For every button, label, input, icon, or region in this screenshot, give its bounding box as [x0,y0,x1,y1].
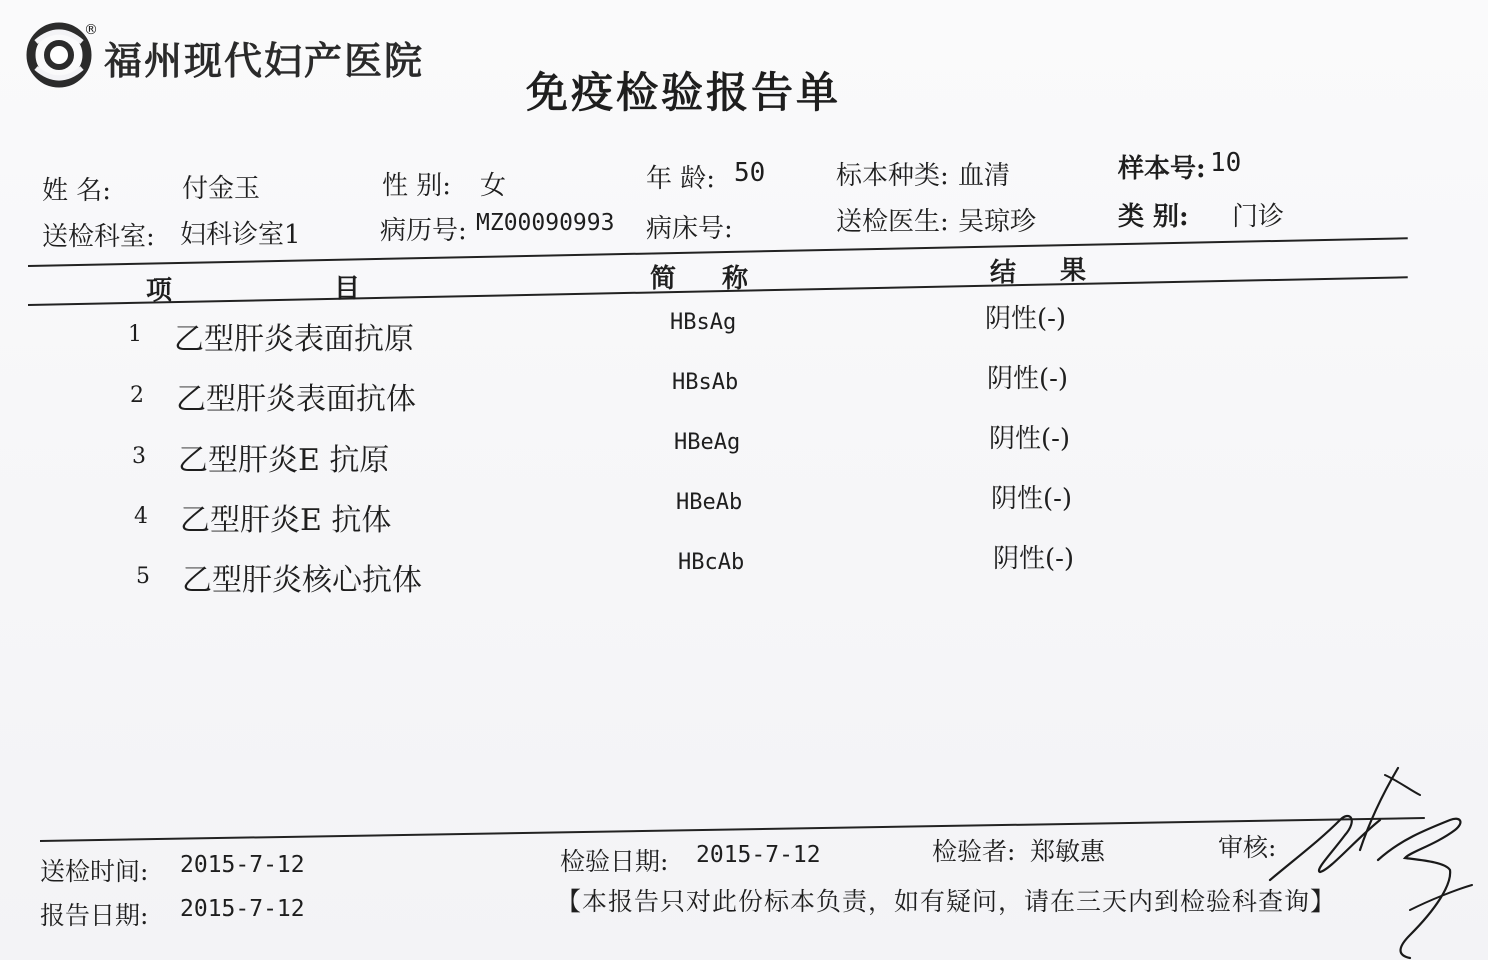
name-value: 付金玉 [182,174,261,204]
row-result: 阴性(-) [987,364,1069,394]
age-label: 年 龄: [646,164,716,194]
gender-value: 女 [480,171,507,201]
dept-label: 送检科室: [42,222,155,252]
category-label: 类 别: [1118,202,1189,232]
gender-label: 性 别: [382,171,452,201]
row-result: 阴性(-) [993,544,1075,574]
sample-no-value: 10 [1210,148,1242,178]
test-date-label: 检验日期: [560,847,669,876]
doctor-value: 吴琼珍 [958,207,1037,237]
row-abbreviation: HBsAg [670,310,737,335]
record-label: 病历号: [380,216,467,246]
reviewer-label: 审核: [1218,833,1277,862]
row-result: 阴性(-) [985,304,1067,334]
row-result: 阴性(-) [991,484,1073,514]
name-label: 姓 名: [42,176,112,206]
row-abbreviation: HBcAb [678,550,745,575]
record-value: MZ00090993 [476,210,615,236]
category-value: 门诊 [1232,202,1285,232]
row-abbreviation: HBeAg [674,430,741,455]
row-abbreviation: HBeAb [676,490,743,515]
submit-time-value: 2015-7-12 [180,852,305,878]
col-result-left: 结 [990,258,1017,288]
col-abbr-right: 称 [722,264,749,294]
row-item-name: 乙型肝炎表面抗体 [176,382,416,417]
col-result-right: 果 [1060,256,1087,286]
submit-time-label: 送检时间: [40,857,149,886]
tester-value: 郑敏惠 [1030,837,1106,866]
row-item-name: 乙型肝炎核心抗体 [182,563,422,598]
row-item-name: 乙型肝炎表面抗原 [174,322,414,357]
specimen-label: 标本种类: [836,161,949,191]
report-title: 免疫检验报告单 [526,68,842,117]
row-number: 3 [132,444,146,469]
report-date-value: 2015-7-12 [180,896,305,922]
registered-mark: ® [84,22,98,38]
row-number: 1 [128,322,142,347]
tester-label: 检验者: [932,837,1016,866]
row-result: 阴性(-) [989,424,1071,454]
report-date-label: 报告日期: [40,901,149,930]
row-item-name: 乙型肝炎E 抗体 [180,503,392,538]
hospital-logo-icon [26,22,92,88]
disclaimer-text: 【本报告只对此份标本负责，如有疑问，请在三天内到检验科查询】 [556,887,1337,916]
specimen-value: 血清 [958,161,1011,191]
hospital-name: 福州现代妇产医院 [104,39,425,83]
col-item-right: 目 [334,274,361,304]
row-item-name: 乙型肝炎E 抗原 [178,443,390,478]
test-date-value: 2015-7-12 [696,842,821,868]
row-number: 4 [134,504,148,529]
col-abbr-left: 简 [650,264,677,294]
doctor-label: 送检医生: [836,207,949,237]
row-number: 5 [136,564,150,589]
sample-no-label: 样本号: [1118,154,1206,184]
row-number: 2 [130,383,144,408]
dept-value: 妇科诊室1 [180,220,301,250]
reviewer-signature-icon [1260,760,1480,960]
row-abbreviation: HBsAb [672,370,739,395]
header-bottom-rule [28,276,1408,306]
bed-label: 病床号: [646,214,733,244]
age-value: 50 [734,158,766,188]
col-item-left: 项 [146,276,173,306]
